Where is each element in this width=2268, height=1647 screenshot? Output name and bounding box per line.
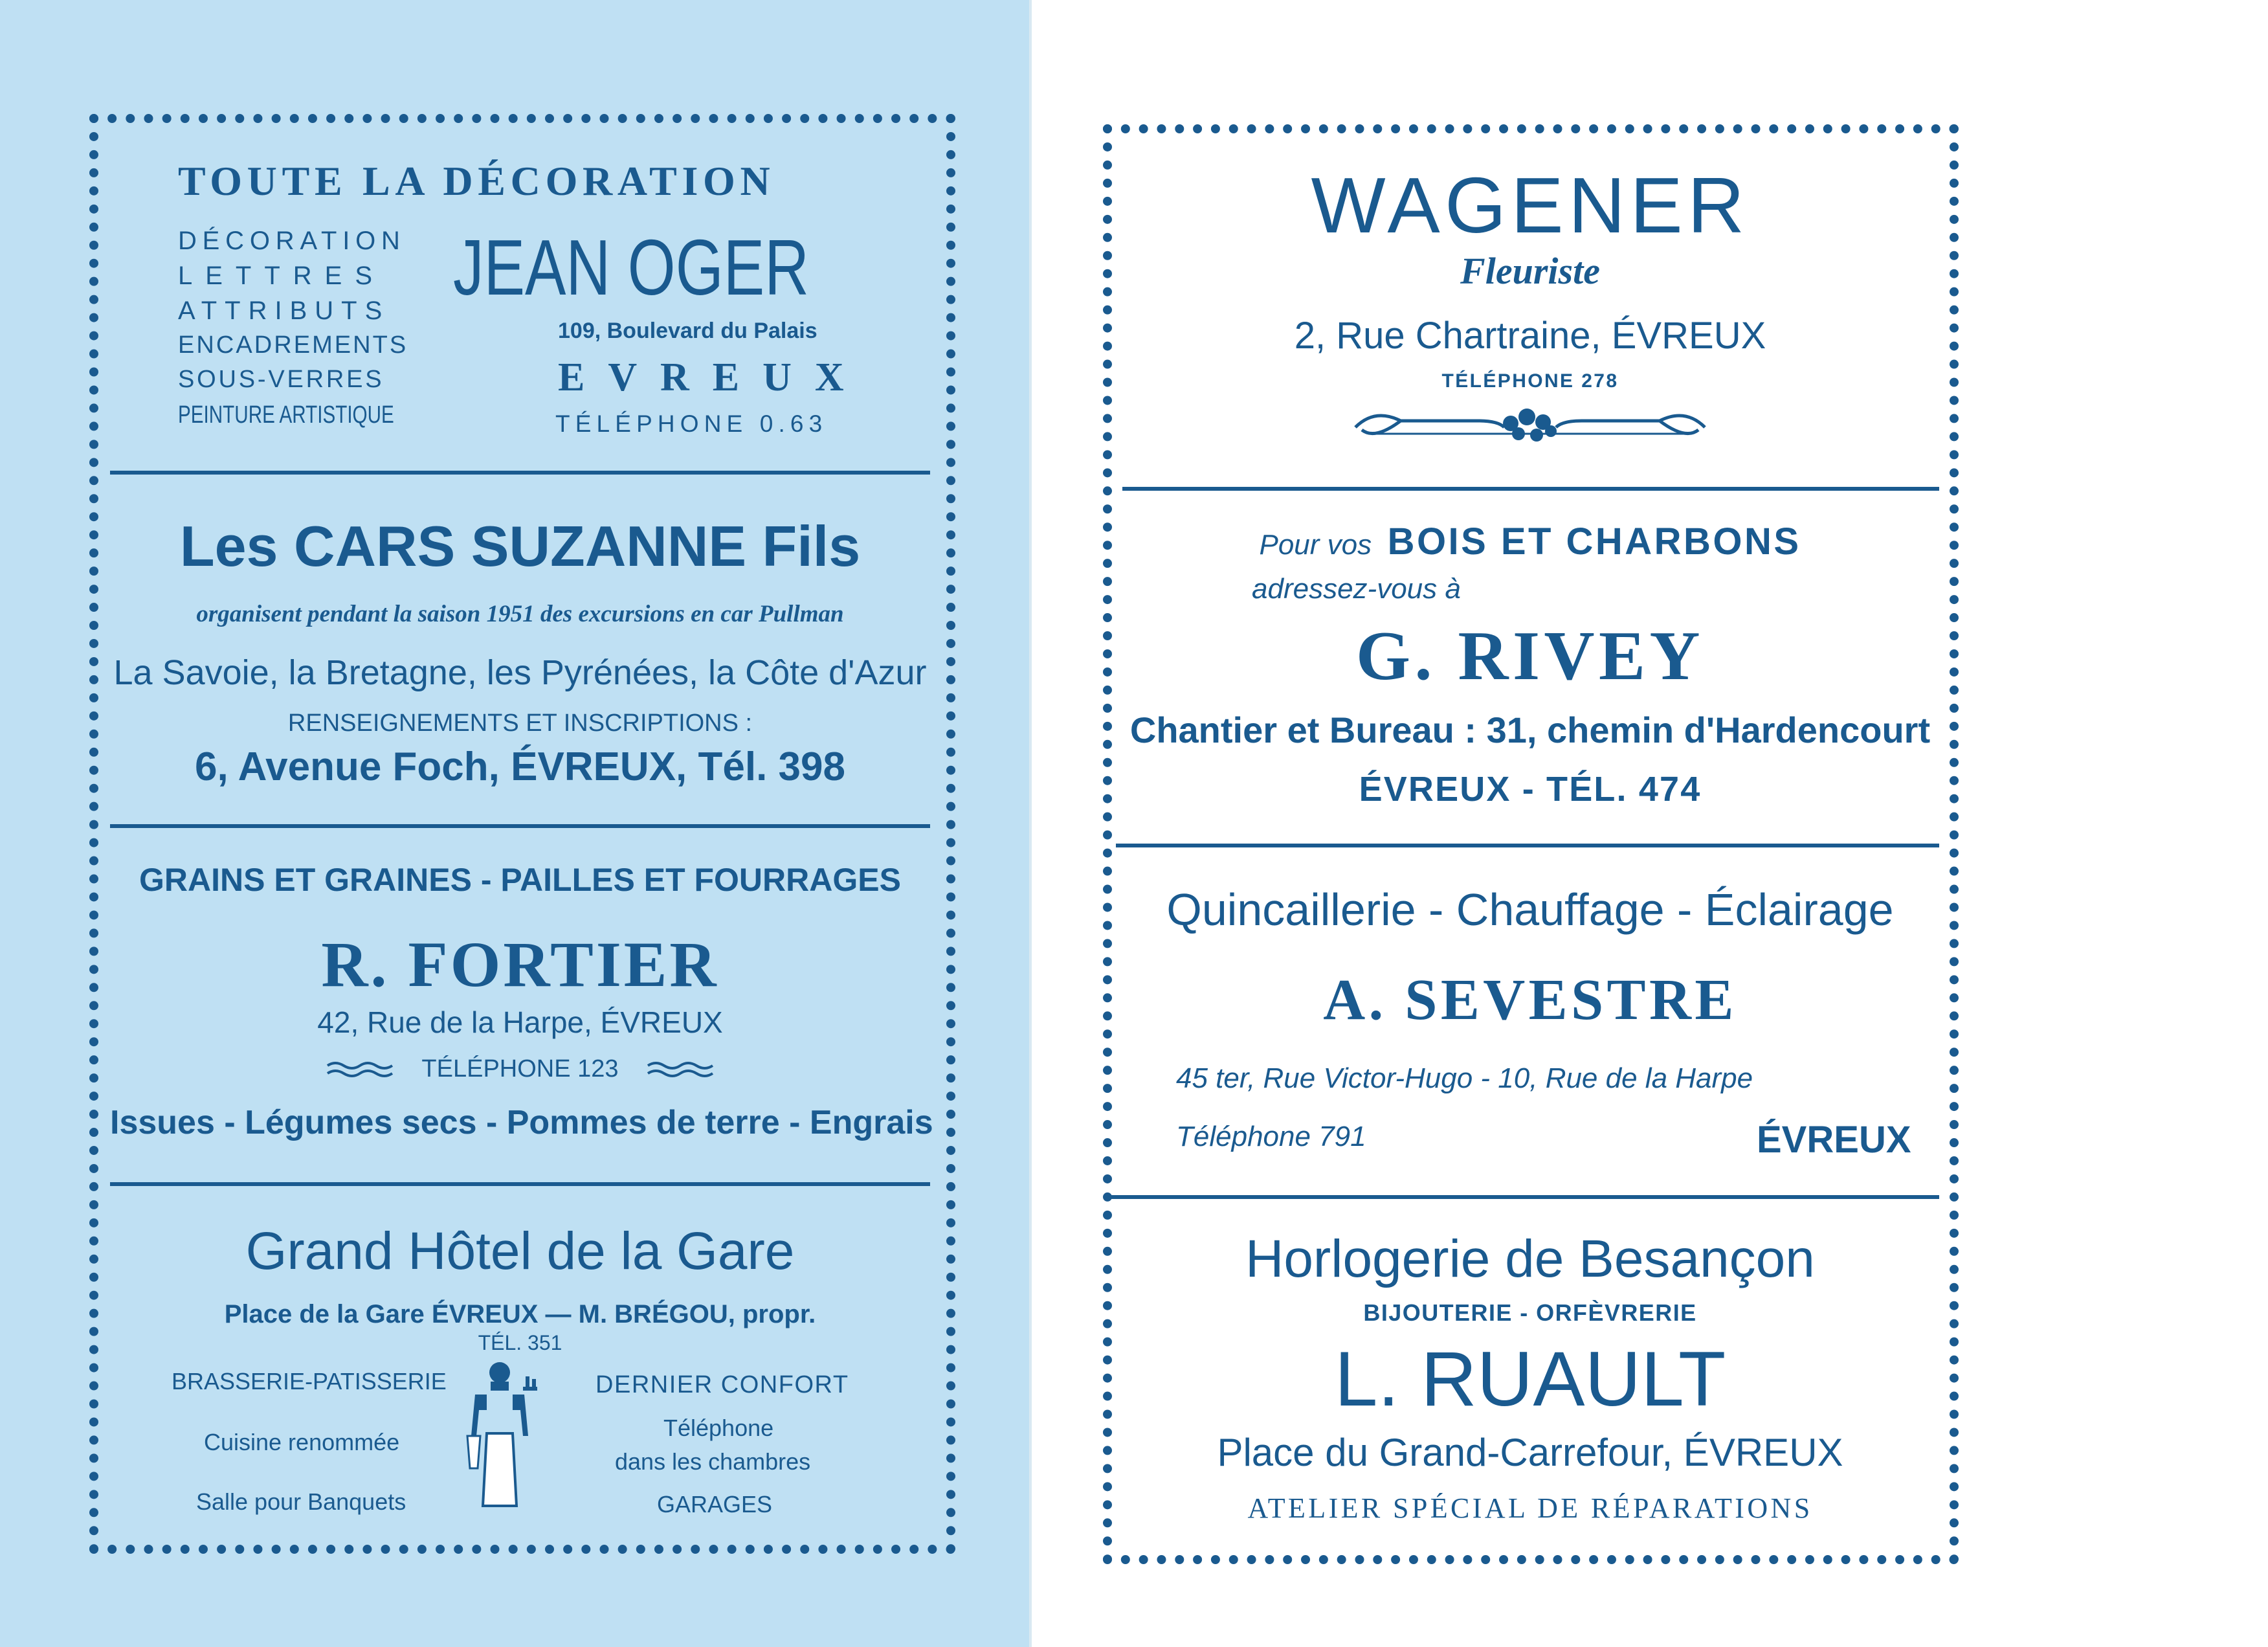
hotel-address: Place de la Gare ÉVREUX — M. BRÉGOU, propr.: [224, 1300, 816, 1328]
ruault-workshop: ATELIER SPÉCIAL DE RÉPARATIONS: [1247, 1492, 1813, 1524]
divider-r1: [1122, 487, 1939, 491]
wagener-address: 2, Rue Chartraine, ÉVREUX: [1294, 315, 1766, 357]
hotel-right-1: Téléphone: [663, 1415, 774, 1441]
ruault-headline: Horlogerie de Besançon: [1245, 1229, 1815, 1288]
sevestre-headline: Quincaillerie - Chauffage - Éclairage: [1166, 884, 1894, 935]
rivey-name: G. RIVEY: [1356, 618, 1704, 695]
rivey-intro-pre: Pour vos: [1259, 529, 1372, 561]
rivey-intro: [1116, 523, 1944, 561]
fortier-headline: GRAINS ET GRAINES - PAILLES ET FOURRAGES: [139, 862, 901, 898]
decoration-address: 109, Boulevard du Palais: [558, 319, 817, 343]
rivey-address: Chantier et Bureau : 31, chemin d'Hardencourt: [1129, 710, 1931, 750]
sevestre-address: 45 ter, Rue Victor-Hugo - 10, Rue de la Harpe: [1176, 1062, 1753, 1094]
divider-r3: [1109, 1195, 1939, 1199]
right-page: [1032, 0, 2268, 1647]
rivey-city-phone: ÉVREUX - TÉL. 474: [1359, 770, 1702, 809]
floral-ornament-icon: [1349, 401, 1711, 453]
decoration-phone: TÉLÉPHONE 0.63: [555, 410, 828, 437]
cars-address: 6, Avenue Foch, ÉVREUX, Tél. 398: [195, 745, 845, 789]
divider-r2: [1116, 844, 1939, 847]
rivey-intro-line2: adressez-vous à: [1252, 573, 1461, 605]
service-5: PEINTURE ARTISTIQUE: [178, 401, 394, 429]
fortier-address: 42, Rue de la Harpe, ÉVREUX: [317, 1005, 723, 1039]
wave-ornament-right-icon: [645, 1060, 716, 1080]
fortier-phone: TÉLÉPHONE 123: [421, 1055, 619, 1082]
service-3: ENCADREMENTS: [178, 331, 408, 359]
ruault-sub: BIJOUTERIE - ORFÈVRERIE: [1363, 1299, 1697, 1326]
cars-info: RENSEIGNEMENTS ET INSCRIPTIONS :: [287, 710, 753, 737]
fortier-products: Issues - Légumes secs - Pommes de terre - Engrais: [110, 1104, 933, 1141]
decoration-headline: TOUTE LA DÉCORATION: [178, 158, 775, 204]
decoration-city: EVREUX: [558, 355, 867, 399]
ruault-address: Place du Grand-Carrefour, ÉVREUX: [1217, 1431, 1843, 1474]
hotel-phone: TÉL. 351: [478, 1331, 562, 1354]
service-0: DÉCORATION: [178, 227, 406, 255]
hotel-left-2: Salle pour Banquets: [196, 1488, 406, 1515]
wagener-phone: TÉLÉPHONE 278: [1441, 370, 1619, 392]
sevestre-phone: Téléphone 791: [1176, 1121, 1366, 1152]
hotel-name: Grand Hôtel de la Gare: [245, 1222, 795, 1281]
sevestre-name: A. SEVESTRE: [1323, 968, 1737, 1032]
divider-2: [110, 824, 930, 828]
hotel-left-1: Cuisine renommée: [204, 1429, 400, 1455]
cars-destinations: La Savoie, la Bretagne, les Pyrénées, la Côte d'Azur: [113, 653, 927, 692]
sevestre-city: ÉVREUX: [1757, 1119, 1911, 1161]
fortier-phone-row: [110, 1057, 930, 1081]
cars-tagline: organisent pendant la saison 1951 des excursions en car Pullman: [196, 601, 844, 627]
service-2: ATTRIBUTS: [178, 297, 390, 325]
wagener-name: WAGENER: [1311, 161, 1750, 249]
ruault-name: L. RUAULT: [1334, 1336, 1726, 1422]
hotel-left-0: BRASSERIE-PATISSERIE: [172, 1368, 447, 1395]
divider-3: [110, 1182, 930, 1186]
waiter-illustration-icon: [461, 1358, 539, 1514]
hotel-right-2: dans les chambres: [615, 1448, 811, 1475]
cars-name: Les CARS SUZANNE Fils: [179, 514, 861, 578]
service-4: SOUS-VERRES: [178, 366, 384, 393]
hotel-right-3: GARAGES: [657, 1491, 773, 1518]
wagener-trade: Fleuriste: [1460, 250, 1600, 292]
jean-oger-name: JEAN OGER: [453, 223, 809, 311]
rivey-intro-main: BOIS ET CHARBONS: [1387, 521, 1801, 563]
hotel-right-0: DERNIER CONFORT: [595, 1371, 849, 1398]
wave-ornament-left-icon: [324, 1060, 395, 1080]
divider-1: [110, 471, 930, 475]
left-page: [0, 0, 1032, 1647]
fortier-name: R. FORTIER: [321, 928, 719, 1000]
service-1: LETTRES: [178, 262, 386, 290]
